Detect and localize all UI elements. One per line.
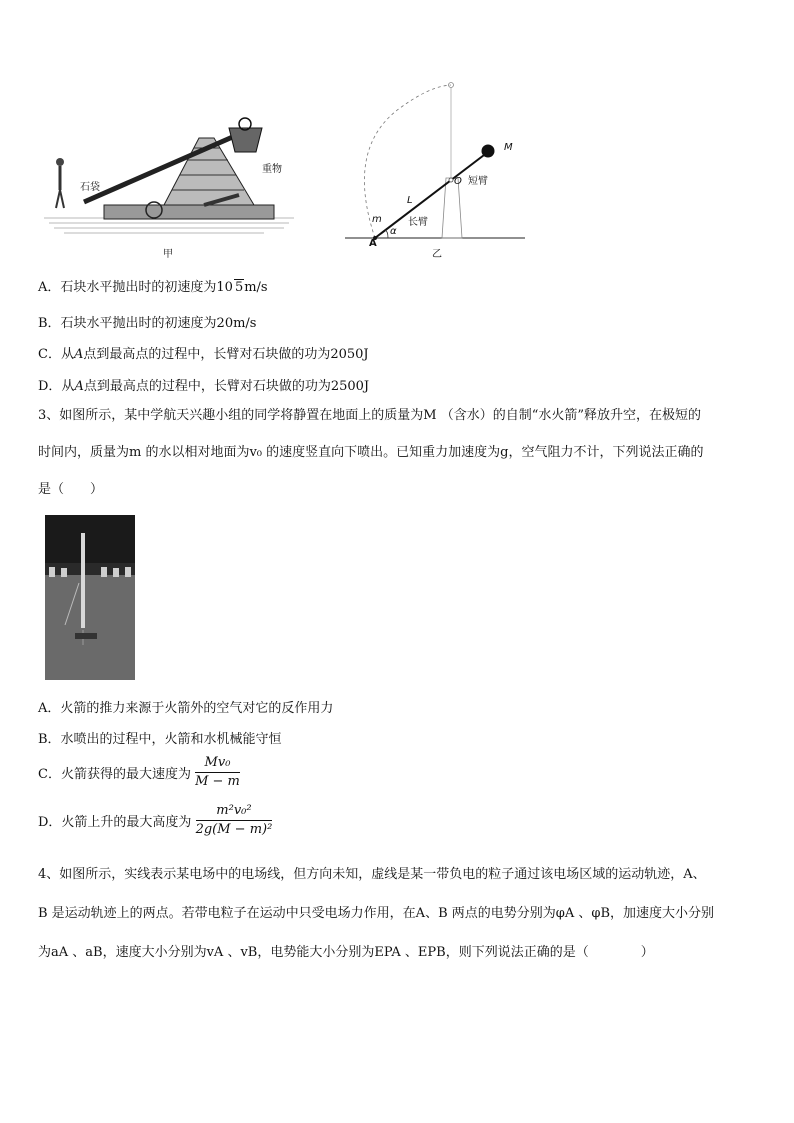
q4-stem-line-1: 4、如图所示，实线表示某电场中的电场线，但方向未知，虚线是某一带负电的粒子通过该电场区域的运动轨迹，A、 bbox=[38, 867, 706, 882]
q2-option-d: D．从A点到最高点的过程中，长臂对石块做的功为2500J bbox=[38, 379, 370, 394]
q3-stem-line-1: 3、如图所示，某中学航天兴趣小组的同学将静置在地面上的质量为M （含水）的自制“水火箭”释放升空，在极短的 bbox=[38, 408, 702, 423]
label-short-arm: 短臂 bbox=[468, 176, 488, 187]
label-M: M bbox=[504, 142, 513, 153]
q3-option-c: C．火箭获得的最大速度为 $\frac{\text{Mv₀}}{M - m}$ bbox=[38, 755, 240, 789]
q3-stem-line-2: 时间内，质量为m 的水以相对地面为v₀ 的速度竖直向下喷出。已知重力加速度为g，空气阻力不计，下列说法正确的 bbox=[38, 445, 704, 460]
q2-option-b: B．石块水平抛出时的初速度为20m/s bbox=[38, 316, 257, 331]
q3-option-a: A．火箭的推力来源于火箭外的空气对它的反作用力 bbox=[38, 701, 334, 716]
sqrt-value: 5 bbox=[234, 280, 244, 295]
water-rocket-photo bbox=[45, 515, 135, 680]
label-stone-bag: 石袋 bbox=[80, 182, 100, 193]
q4-stem-line-3: 为aA 、aB，速度大小分别为vA 、vB，电势能大小分别为EPA 、EPB，则下列说法正确的是（ ） bbox=[38, 945, 654, 960]
figure-caption-yi: 乙 bbox=[432, 249, 442, 260]
fraction-max-height: $\frac{\text{m²v₀²}}{\text{2g(M − m)²}}$ bbox=[195, 803, 273, 837]
q3-option-d: D．火箭上升的最大高度为 $\frac{\text{m²v₀²}}{\text{2g(M − m)²}}$ bbox=[38, 803, 273, 837]
label-O: O bbox=[454, 176, 462, 187]
q3-stem-line-3: 是（ ） bbox=[38, 482, 104, 497]
lever-diagram bbox=[340, 78, 530, 258]
label-m: m bbox=[372, 214, 382, 225]
q2-option-c: C．从A点到最高点的过程中，长臂对石块做的功为2050J bbox=[38, 347, 369, 362]
q3-option-b: B．水喷出的过程中，火箭和水机械能守恒 bbox=[38, 732, 282, 747]
q4-stem-line-2: B 是运动轨迹上的两点。若带电粒子在运动中只受电场力作用，在A、B 两点的电势分别为φA 、φB，加速度大小分别 bbox=[38, 906, 715, 921]
label-long-arm: 长臂 bbox=[408, 217, 428, 228]
label-A: A bbox=[369, 238, 377, 249]
q2-option-a: A．石块水平抛出时的初速度为10 5m/s bbox=[38, 280, 268, 295]
figure-caption-jia: 甲 bbox=[163, 249, 173, 260]
label-L: L bbox=[407, 195, 413, 206]
label-weight: 重物 bbox=[262, 164, 282, 175]
label-alpha: α bbox=[390, 226, 397, 237]
fraction-max-velocity: $\frac{\text{Mv₀}}{M - m}$ bbox=[195, 755, 240, 789]
